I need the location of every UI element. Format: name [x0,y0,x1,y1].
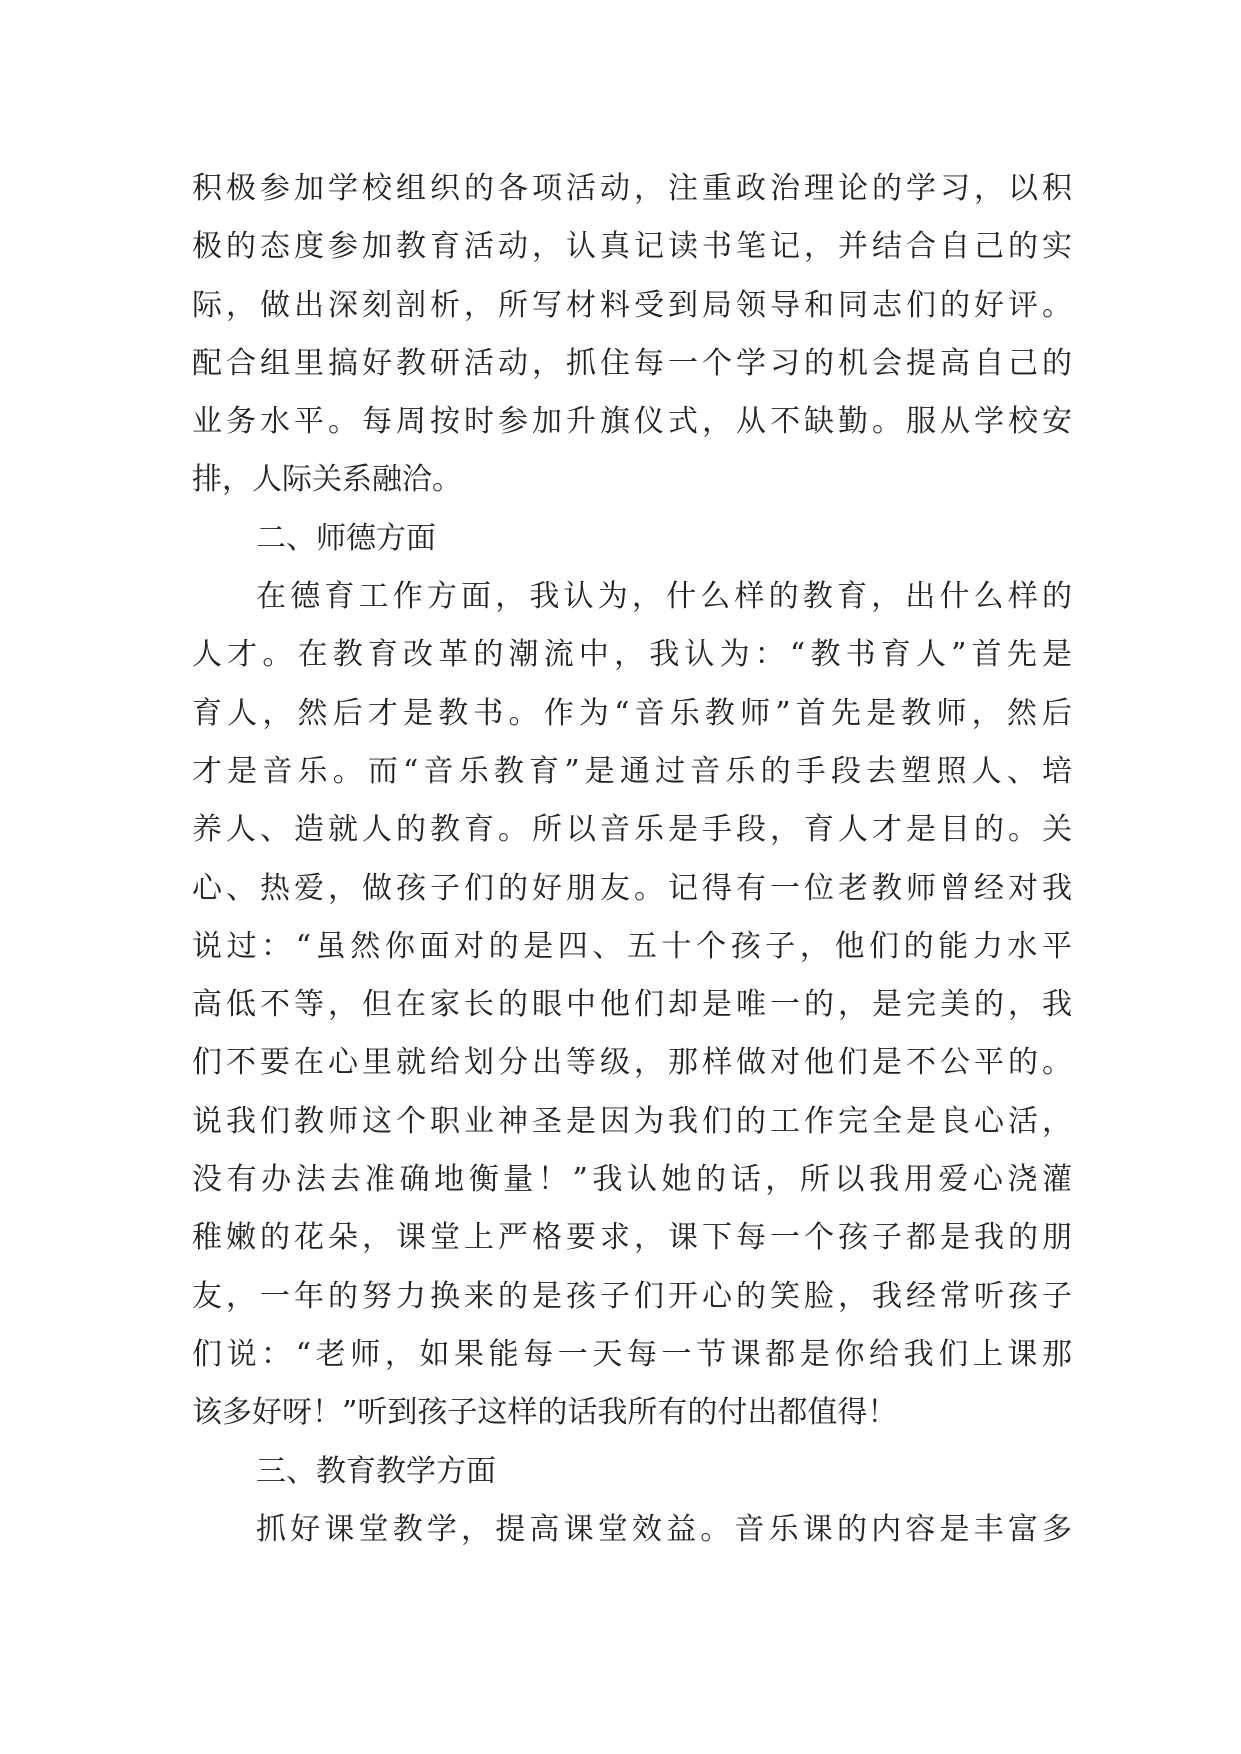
text-line: 抓好课堂教学，提高课堂效益。音乐课的内容是丰富多 [256,1511,1072,1547]
section-heading-teaching: 三、教育教学方面 [256,1453,496,1489]
text-line: 积极参加学校组织的各项活动，注重政治理论的学习，以积 [192,171,1072,206]
text-line: 在德育工作方面，我认为，什么样的教育，出什么样的 [256,579,1072,615]
text-line: 友，一年的努力换来的是孩子们开心的笑脸，我经常听孩子 [192,1278,1072,1314]
text-line: 没有办法去准确地衡量！”我认她的话，所以我用爱心浇灌 [192,1162,1072,1198]
text-line: 育人，然后才是教书。作为“音乐教师”首先是教师，然后 [192,695,1072,731]
text-line: 才是音乐。而“音乐教育”是通过音乐的手段去塑照人、培 [192,753,1072,789]
text-line: 配合组里搞好教研活动，抓住每一个学习的机会提高自己的 [192,345,1072,381]
section-heading-teacher-ethics: 二、师德方面 [256,520,436,556]
text-line: 说过：“虽然你面对的是四、五十个孩子，他们的能力水平 [192,928,1072,964]
text-line: 人才。在教育改革的潮流中，我认为：“教书育人”首先是 [192,637,1072,673]
text-line: 们说：“老师，如果能每一天每一节课都是你给我们上课那 [192,1336,1072,1372]
body-text [192,160,1072,1559]
text-line: 们不要在心里就给划分出等级，那样做对他们是不公平的。 [192,1045,1072,1081]
text-line: 业务水平。每周按时参加升旗仪式，从不缺勤。服从学校安 [192,404,1072,440]
text-line: 心、热爱，做孩子们的好朋友。记得有一位老教师曾经对我 [192,870,1072,906]
text-line: 际，做出深刻剖析，所写材料受到局领导和同志们的好评。 [192,287,1072,323]
text-line: 稚嫩的花朵，课堂上严格要求，课下每一个孩子都是我的朋 [192,1220,1072,1256]
text-line: 极的态度参加教育活动，认真记读书笔记，并结合自己的实 [192,229,1072,265]
text-line: 养人、造就人的教育。所以音乐是手段，育人才是目的。关 [192,812,1072,848]
text-line: 说我们教师这个职业神圣是因为我们的工作完全是良心活， [192,1103,1072,1139]
text-line: 该多好呀！”听到孩子这样的话我所有的付出都值得！ [192,1395,898,1431]
text-line: 高低不等，但在家长的眼中他们却是唯一的，是完美的，我 [192,987,1072,1023]
text-line: 排，人际关系融洽。 [192,462,462,498]
